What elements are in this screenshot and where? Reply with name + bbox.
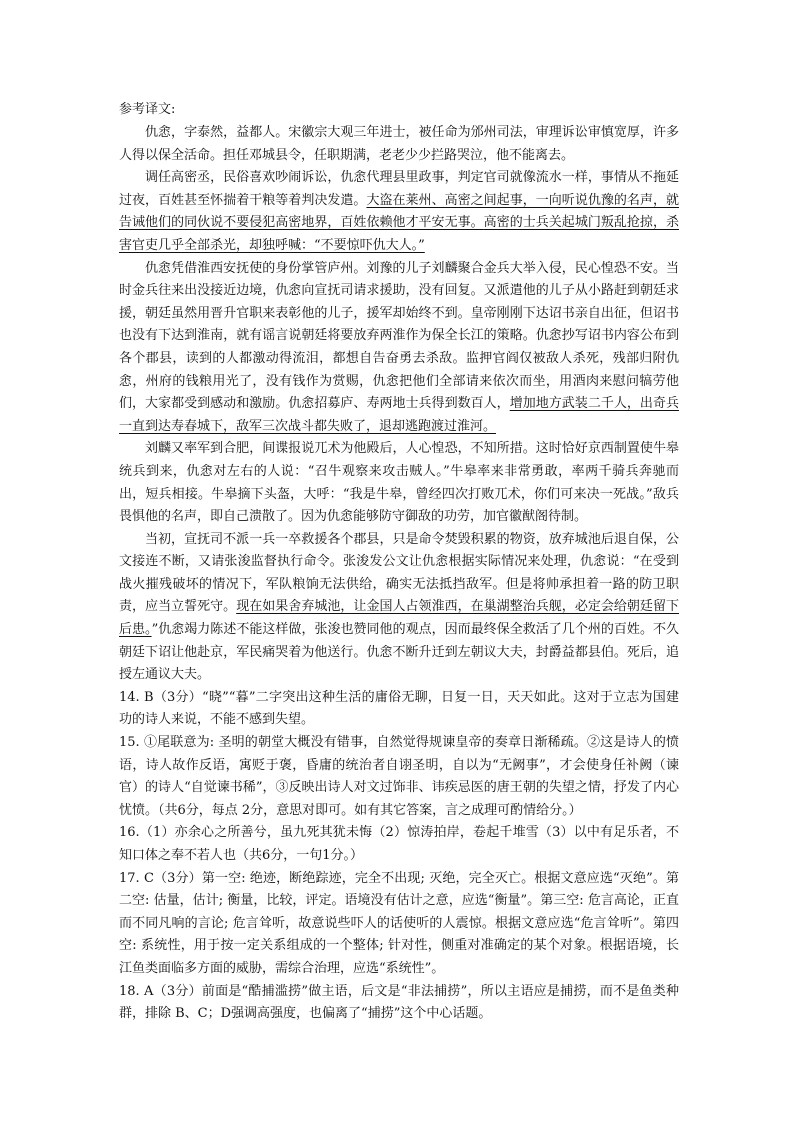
- answer-18: [119, 981, 679, 1026]
- answer-text: 16.（1）亦余心之所善兮，虽九死其犹未悔（2）惊涛拍岸，卷起千堆雪（3）以中有足乐者，不知口体之奉不若人也（共6分，一句1分。）: [119, 825, 679, 863]
- translation-text: 仇悆，字泰然，益都人。宋徽宗大观三年进士，被任命为邠州司法，审理诉讼审慎宽厚，许多人得以保全活命。担任邓城县令，任职期满，老老少少拦路哭泣，他不能离去。: [119, 125, 679, 163]
- underlined-key-sentence: 增加地方武装二千人，出奇兵一直到达寿春城下，敌军三次战斗都失败了，退却逃跑渡过淮河。: [119, 396, 679, 434]
- underlined-key-sentence: 高密的士兵关起城门叛乱抢掠，杀害官吏几乎全部杀光，却独呼喊：“不要惊吓仇大人。”: [119, 215, 679, 253]
- translation-paragraph-4: [119, 438, 679, 528]
- underlined-key-sentence: 大盗在莱州、高密之间起事，一向听说仇豫的名声，就告诫他们的同伙说不要侵犯高密地界，百姓依赖他才平安无事。: [119, 192, 679, 231]
- underlined-key-sentence: 现在如果舍弃城池，让金国人占领淮西，在巢湖整治兵舰，必定会给朝廷留下后患。: [119, 599, 679, 638]
- answer-document: [119, 98, 679, 1026]
- answer-16: [119, 822, 679, 867]
- translation-paragraph-1: [119, 122, 679, 167]
- translation-text: 调任高密丞，民俗喜欢吵闹诉讼，仇悆代理县里政事，判定官司就像流水一样，事情从不拖延过夜，百姓甚至怀揣着干粮等着判决发遣。: [119, 170, 679, 208]
- answer-17: [119, 868, 679, 981]
- answer-14: [119, 687, 679, 732]
- reference-translation-heading: 参考译文:: [119, 102, 176, 117]
- answer-text: 18. A（3分）前面是“酷捕滥捞”做主语，后文是“非法捕捞”，所以主语应是捕捞，而不是鱼类种群，排除 B、C；D强调高强度，也偏离了“捕捞”这个中心话题。: [119, 983, 679, 1022]
- translation-text: ”仇悆竭力陈述不能这样做，张浚也赞同他的观点，因而最终保全救活了几个州的百姓。不久朝廷下诏让他赴京，军民痛哭着为他送行。仇悆不断升迁到左朝议大夫，封爵益都县伯。死后，追授左通议大夫。: [119, 622, 679, 683]
- translation-paragraph-2: [119, 167, 679, 257]
- translation-paragraph-3: [119, 258, 679, 439]
- translation-text: 刘麟又率军到合肥，间谍报说兀术为他殿后，人心惶恐，不知所措。这时恰好京西制置使牛皋统兵到来，仇悆对左右的人说：“召牛观察来攻击贼人。”牛皋率来非常勇敢，率两千骑兵奔驰而出，短兵相接。牛皋摘下头盔，大呼：“我是牛皋，曾经四次打败兀术，你们可来决一死战。”敌兵畏惧他的名声，即自己溃散了。因为仇悆能够防守御敌的功劳，加官徽猷阁待制。: [119, 441, 679, 525]
- translation-paragraph-5: [119, 529, 679, 687]
- translation-text: 当初，宣抚司不派一兵一卒救援各个郡县，只是命令焚毁积累的物资，放弃城池后退自保，公文接连不断，又请张浚监督执行命令。张浚发公文让仇悆根据实际情况来处理，仇悆说：“在受到战火摧残破坏的情况下，军队粮饷无法供给，确实无法抵挡敌军。但是将帅承担着一路的防卫职责，应当立誓死守。: [119, 531, 679, 615]
- answer-text: 14. B（3分）“晓”“暮”二字突出这种生活的庸俗无聊，日复一日，天天如此。这对于立志为国建功的诗人来说，不能不感到失望。: [119, 689, 679, 728]
- answer-text: 15. ①尾联意为: 圣明的朝堂大概没有错事，自然觉得规谏皇帝的奏章日渐稀疏。②这是诗人的愤语，诗人故作反语，寓贬于褒，昏庸的统治者自诩圣明，自以为“无阙事”，才会使身任补阙（谏官）的诗人“自觉谏书稀”，③反映出诗人对文过饰非、讳疾忌医的唐王朝的失望之情，抒发了内心忧愤。（共6分，每点 2分，意思对即可。如有其它答案，言之成理可酌情给分。）: [119, 735, 679, 818]
- answer-text: 17. C（3分）第一空: 绝迹，断绝踪迹，完全不出现; 灭绝，完全灭亡。根据文意应选“灭绝”。第二空: 估量，估计; 衡量，比较，评定。语境没有估计之意，应选“衡量”。第三空: 危言高论，正直而不同凡响的言论; 危言耸听，故意说些吓人的话使听的人震惊。根据文意应选“危言耸听”。第四空: 系统性，用于按一定关系组成的一个整体; 针对性，侧重对准确定的某个对象。根据语境，长江鱼类面临多方面的威胁，需综合治理，应选“系统性”。: [119, 870, 679, 976]
- answer-15: [119, 732, 679, 822]
- translation-text: 仇悆凭借淮西安抚使的身份掌管庐州。刘豫的儿子刘麟聚合金兵大举入侵，民心惶恐不安。当时金兵往来出没接近边境，仇悆向宣抚司请求援助，没有回复。又派遣他的儿子从小路赶到朝廷求援，朝廷虽然用晋升官职来表彰他的儿子，援军却始终不到。皇帝刚刚下达诏书亲自出征，但诏书也没有下达到淮南，就有谣言说朝廷将要放弃两淮作为保全长江的策略。仇悆抄写诏书内容公布到各个郡县，读到的人都激动得流泪，都想自告奋勇去杀敌。监押官阎仅被敌人杀死，残部归附仇悆，州府的钱粮用光了，没有钱作为赏赐，仇悆把他们全部请来依次而坐，用酒肉来慰问犒劳他们，大家都受到感动和激励。仇悆招募庐、寿两地士兵得到数百人，: [119, 260, 679, 412]
